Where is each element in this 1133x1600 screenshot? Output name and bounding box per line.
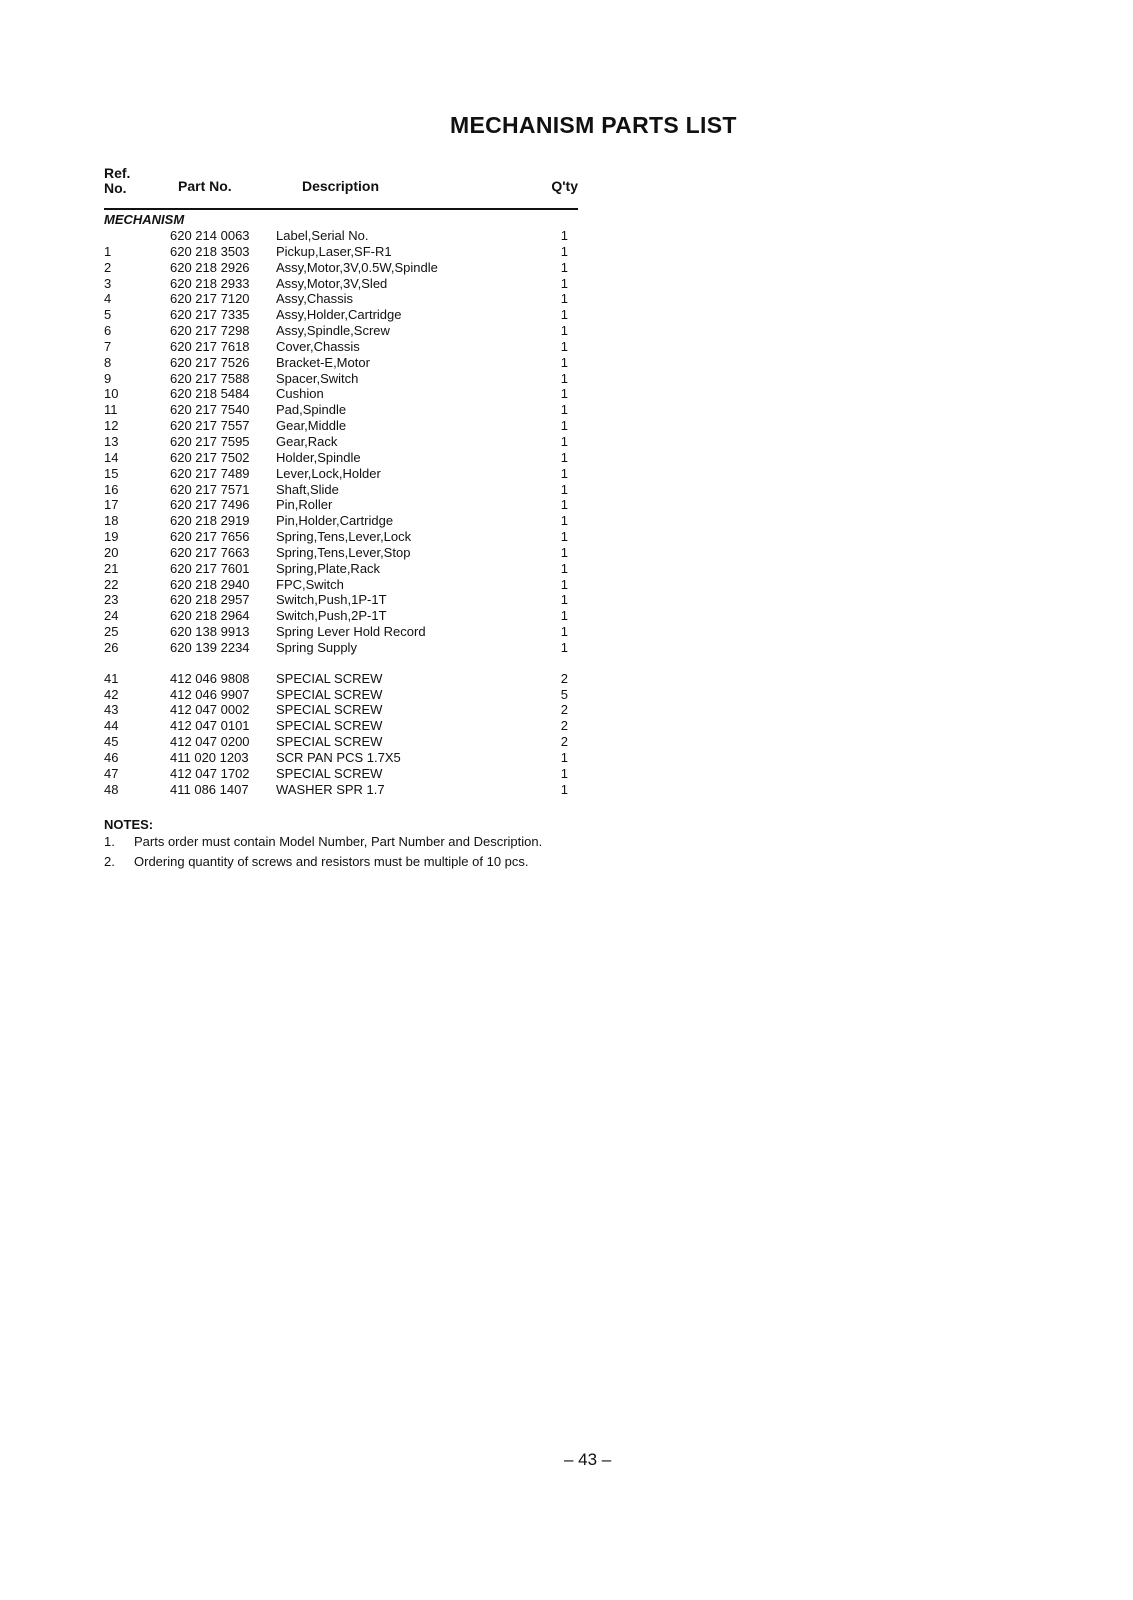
part-no-cell: 411 086 1407 [170, 781, 249, 797]
part-no-cell: 620 217 7335 [170, 307, 250, 323]
part-no-cell: 620 214 0063 [170, 228, 250, 243]
ref-no-cell: 26 [104, 639, 119, 655]
part-no-cell: 412 046 9808 [170, 670, 250, 686]
quantity-cell: 1 [560, 608, 568, 624]
table-row [104, 228, 578, 244]
ref-no-cell: 13 [104, 433, 119, 449]
table-row [104, 291, 578, 307]
part-no-cell: 620 217 7489 [170, 465, 250, 481]
quantity-cell: 1 [560, 765, 568, 781]
part-no-cell: 412 046 9907 [170, 686, 250, 702]
ref-no-cell: 16 [104, 481, 119, 497]
quantity-cell: 1 [560, 544, 568, 560]
table-row [104, 671, 578, 687]
description-cell: Gear,Rack [276, 433, 338, 449]
table-row [104, 513, 578, 529]
ref-no-cell: 18 [104, 513, 119, 529]
description-cell: SPECIAL SCREW [276, 734, 383, 750]
part-no-cell: 620 218 5484 [170, 386, 250, 402]
quantity-cell: 1 [560, 259, 568, 275]
quantity-cell: 1 [560, 228, 568, 243]
quantity-cell: 1 [560, 624, 568, 640]
ref-no-cell: 14 [104, 449, 119, 465]
quantity-cell: 1 [560, 639, 568, 655]
description-cell: Bracket-E,Motor [276, 354, 370, 370]
table-row [104, 323, 578, 339]
part-no-cell: 620 218 2957 [170, 592, 250, 608]
ref-no-cell: 4 [104, 291, 112, 307]
notes [104, 816, 578, 870]
table-row [104, 466, 578, 482]
table-row [104, 482, 578, 498]
quantity-cell: 1 [560, 323, 568, 339]
description-cell: Assy,Holder,Cartridge [276, 307, 402, 323]
quantity-cell: 1 [560, 354, 568, 370]
description-cell: Spring,Tens,Lever,Lock [276, 529, 412, 545]
table-row [104, 624, 578, 640]
part-no-cell: 620 218 2933 [170, 275, 250, 291]
ref-no-cell: 8 [104, 354, 112, 370]
table-row [104, 718, 578, 734]
note-item [104, 854, 574, 870]
part-no-cell: 411 020 1203 [170, 750, 249, 765]
table-row [104, 592, 578, 608]
header-ref-line1: Ref. [104, 165, 131, 181]
table-row [104, 782, 578, 798]
notes-title: NOTES: [104, 816, 154, 832]
quantity-cell: 1 [560, 449, 568, 465]
note-text: Parts order must contain Model Number, Part Number and Description. [134, 833, 543, 849]
description-cell: Pin,Roller [276, 497, 333, 513]
table-row [104, 734, 578, 750]
mechanism-rows [104, 228, 578, 656]
table-row [104, 687, 578, 703]
table-row [104, 307, 578, 323]
quantity-cell: 5 [560, 686, 568, 702]
description-cell: Cover,Chassis [276, 338, 360, 354]
page-number: – 43 – [564, 1450, 612, 1469]
table-row [104, 355, 578, 371]
description-cell: Spring Supply [276, 639, 357, 655]
ref-no-cell: 45 [104, 734, 119, 750]
table-row [104, 339, 578, 355]
part-no-cell: 620 217 7298 [170, 323, 250, 339]
ref-no-cell: 44 [104, 718, 119, 734]
quantity-cell: 1 [560, 465, 568, 481]
ref-no-cell: 15 [104, 465, 119, 481]
description-cell: Switch,Push,1P-1T [276, 592, 387, 608]
ref-no-cell: 20 [104, 544, 119, 560]
description-cell: Label,Serial No. [276, 228, 369, 243]
quantity-cell: 2 [560, 670, 568, 686]
part-no-cell: 620 217 7526 [170, 354, 250, 370]
table-row [104, 608, 578, 624]
table-row [104, 371, 578, 387]
header-ref-line2: No. [104, 180, 127, 196]
description-cell: Assy,Motor,3V,Sled [276, 275, 388, 291]
ref-no-cell: 17 [104, 497, 119, 513]
ref-no-cell: 21 [104, 560, 119, 576]
ref-no-cell: 5 [104, 307, 112, 323]
part-no-cell: 620 218 2940 [170, 576, 250, 592]
part-no-cell: 412 047 0002 [170, 702, 250, 718]
table-row [104, 450, 578, 466]
table-row [104, 766, 578, 782]
description-cell: Holder,Spindle [276, 449, 361, 465]
note-text: Ordering quantity of screws and resistors must be multiple of 10 pcs. [134, 853, 529, 869]
quantity-cell: 1 [560, 750, 568, 765]
header-description: Description [302, 178, 380, 194]
description-cell: WASHER SPR 1.7 [276, 781, 385, 797]
table-row [104, 529, 578, 545]
ref-no-cell: 42 [104, 686, 119, 702]
ref-no-cell: 48 [104, 781, 119, 797]
part-no-cell: 620 217 7120 [170, 291, 250, 307]
quantity-cell: 1 [560, 560, 568, 576]
screw-rows [104, 671, 578, 798]
description-cell: SPECIAL SCREW [276, 718, 383, 734]
description-cell: Shaft,Slide [276, 481, 339, 497]
ref-no-cell: 6 [104, 323, 112, 339]
ref-no-cell: 10 [104, 386, 119, 402]
part-no-cell: 620 217 7588 [170, 370, 250, 386]
description-cell: SCR PAN PCS 1.7X5 [276, 750, 401, 765]
quantity-cell: 1 [560, 592, 568, 608]
table-row [104, 561, 578, 577]
table-row [104, 434, 578, 450]
description-cell: Pin,Holder,Cartridge [276, 513, 394, 529]
description-cell: Spring,Plate,Rack [276, 560, 381, 576]
ref-no-cell: 7 [104, 338, 112, 354]
description-cell: Cushion [276, 386, 324, 402]
table-row [104, 497, 578, 513]
quantity-cell: 1 [560, 576, 568, 592]
description-cell: Pickup,Laser,SF-R1 [276, 243, 392, 259]
description-cell: SPECIAL SCREW [276, 702, 383, 718]
part-no-cell: 620 217 7502 [170, 449, 250, 465]
ref-no-cell: 23 [104, 592, 119, 608]
part-no-cell: 620 217 7557 [170, 418, 250, 434]
header-qty: Q'ty [551, 178, 578, 194]
description-cell: Spacer,Switch [276, 370, 359, 386]
description-cell: Spring Lever Hold Record [276, 624, 426, 640]
ref-no-cell: 9 [104, 370, 112, 386]
part-no-cell: 412 047 1702 [170, 765, 250, 781]
part-no-cell: 412 047 0101 [170, 718, 250, 734]
ref-no-cell: 24 [104, 608, 119, 624]
description-cell: Assy,Chassis [276, 291, 354, 307]
quantity-cell: 1 [560, 338, 568, 354]
description-cell: Assy,Motor,3V,0.5W,Spindle [276, 259, 438, 275]
note-number: 1. [104, 833, 115, 849]
description-cell: SPECIAL SCREW [276, 670, 383, 686]
note-number: 2. [104, 853, 115, 869]
quantity-cell: 1 [560, 513, 568, 529]
description-cell: SPECIAL SCREW [276, 686, 383, 702]
quantity-cell: 1 [560, 402, 568, 418]
part-no-cell: 620 217 7618 [170, 338, 250, 354]
quantity-cell: 2 [560, 734, 568, 750]
table-row [104, 244, 578, 260]
quantity-cell: 1 [560, 497, 568, 513]
quantity-cell: 1 [560, 418, 568, 434]
description-cell: Spring,Tens,Lever,Stop [276, 544, 411, 560]
page-title: MECHANISM PARTS LIST [450, 112, 737, 138]
note-item [104, 834, 574, 850]
part-no-cell: 620 218 2964 [170, 608, 250, 624]
ref-no-cell: 41 [104, 670, 119, 686]
ref-no-cell: 3 [104, 275, 112, 291]
quantity-cell: 1 [560, 307, 568, 323]
quantity-cell: 1 [560, 529, 568, 545]
header-rule [104, 208, 578, 210]
parts-table [104, 166, 578, 874]
quantity-cell: 1 [560, 243, 568, 259]
table-header [104, 166, 578, 208]
quantity-cell: 2 [560, 718, 568, 734]
part-no-cell: 620 217 7595 [170, 433, 250, 449]
quantity-cell: 1 [560, 433, 568, 449]
ref-no-cell: 46 [104, 750, 119, 765]
header-part-no: Part No. [178, 178, 232, 194]
description-cell: FPC,Switch [276, 576, 344, 592]
ref-no-cell: 19 [104, 529, 119, 545]
part-no-cell: 620 217 7496 [170, 497, 250, 513]
quantity-cell: 2 [560, 702, 568, 718]
part-no-cell: 620 217 7656 [170, 529, 250, 545]
part-no-cell: 412 047 0200 [170, 734, 250, 750]
part-no-cell: 620 217 7601 [170, 560, 250, 576]
part-no-cell: 620 217 7540 [170, 402, 250, 418]
description-cell: Gear,Middle [276, 418, 347, 434]
ref-no-cell: 22 [104, 576, 119, 592]
table-row [104, 260, 578, 276]
table-row [104, 577, 578, 593]
description-cell: SPECIAL SCREW [276, 765, 383, 781]
table-row [104, 545, 578, 561]
part-no-cell: 620 217 7663 [170, 544, 250, 560]
part-no-cell: 620 139 2234 [170, 639, 250, 655]
quantity-cell: 1 [560, 291, 568, 307]
description-cell: Assy,Spindle,Screw [276, 323, 390, 339]
table-row [104, 750, 578, 766]
ref-no-cell: 43 [104, 702, 119, 718]
ref-no-cell: 11 [104, 402, 118, 418]
ref-no-cell: 25 [104, 624, 119, 640]
section-label: MECHANISM [104, 212, 185, 227]
table-row [104, 418, 578, 434]
description-cell: Lever,Lock,Holder [276, 465, 381, 481]
quantity-cell: 1 [560, 370, 568, 386]
table-row [104, 702, 578, 718]
ref-no-cell: 1 [104, 243, 112, 259]
table-row [104, 276, 578, 292]
quantity-cell: 1 [560, 275, 568, 291]
part-no-cell: 620 218 3503 [170, 243, 250, 259]
part-no-cell: 620 138 9913 [170, 624, 250, 640]
table-row [104, 402, 578, 418]
description-cell: Pad,Spindle [276, 402, 347, 418]
table-row [104, 386, 578, 402]
part-no-cell: 620 218 2926 [170, 259, 250, 275]
table-row [104, 640, 578, 656]
part-no-cell: 620 218 2919 [170, 513, 250, 529]
part-no-cell: 620 217 7571 [170, 481, 250, 497]
ref-no-cell: 12 [104, 418, 119, 434]
header-ref-no [104, 166, 130, 196]
ref-no-cell: 47 [104, 765, 119, 781]
quantity-cell: 1 [560, 781, 568, 797]
ref-no-cell: 2 [104, 259, 112, 275]
quantity-cell: 1 [560, 386, 568, 402]
quantity-cell: 1 [560, 481, 568, 497]
description-cell: Switch,Push,2P-1T [276, 608, 387, 624]
